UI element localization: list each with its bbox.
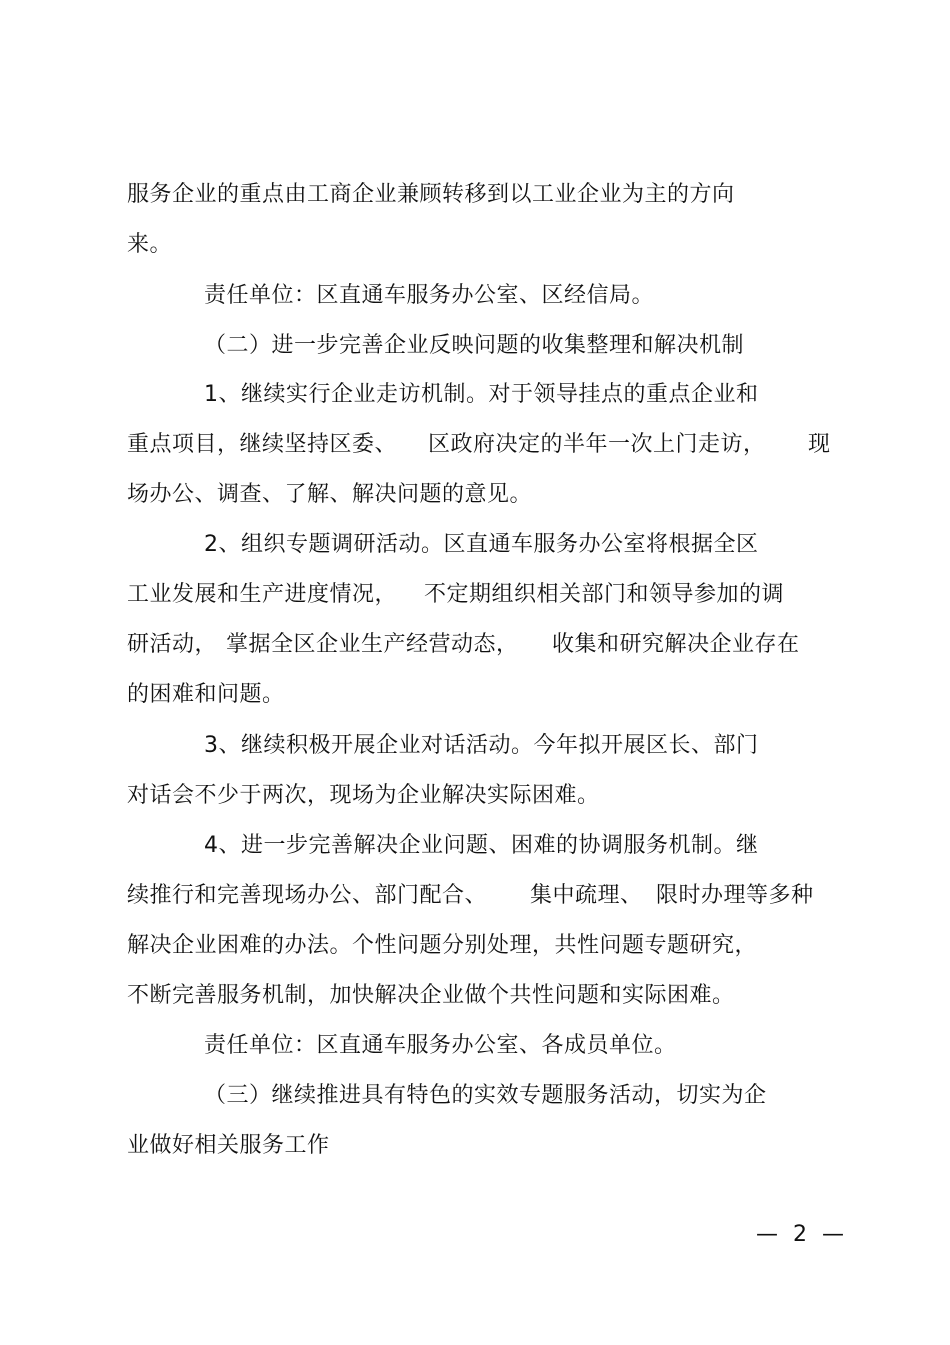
- paragraph-line: 1、继续实行企业走访机制。对于领导挂点的重点企业和: [204, 382, 759, 407]
- section-heading: （三）继续推进具有特色的实效专题服务活动，切实为企: [204, 1083, 767, 1108]
- page-number: — 2 —: [756, 1222, 848, 1247]
- paragraph-line: 区政府决定的半年一次上门走访，: [428, 432, 766, 457]
- section-heading: 业做好相关服务工作: [127, 1133, 330, 1158]
- paragraph-line: 不断完善服务机制，加快解决企业做个共性问题和实际困难。: [127, 983, 735, 1008]
- paragraph-line: 限时办理等多种: [656, 883, 814, 908]
- paragraph-line: 掌据全区企业生产经营动态，: [226, 632, 519, 657]
- paragraph-line: 来。: [127, 232, 173, 257]
- paragraph-line: 3、继续积极开展企业对话活动。今年拟开展区长、部门: [204, 733, 759, 758]
- paragraph-line: 2、组织专题调研活动。区直通车服务办公室将根据全区: [204, 532, 759, 557]
- paragraph-line: 服务企业的重点由工商企业兼顾转移到以工业企业为主的方向: [127, 182, 735, 207]
- paragraph-line: 对话会不少于两次，现场为企业解决实际困难。: [127, 783, 600, 808]
- paragraph-line: 集中疏理、: [530, 883, 643, 908]
- responsibility-line: 责任单位：区直通车服务办公室、区经信局。: [204, 283, 655, 308]
- paragraph-line: 续推行和完善现场办公、部门配合、: [127, 883, 488, 908]
- paragraph-line: 解决企业困难的办法。个性问题分别处理，共性问题专题研究，: [127, 933, 758, 958]
- paragraph-line: 的困难和问题。: [127, 682, 285, 707]
- paragraph-line: 现: [808, 432, 831, 457]
- section-heading: （二）进一步完善企业反映问题的收集整理和解决机制: [204, 333, 745, 358]
- paragraph-line: 收集和研究解决企业存在: [552, 632, 800, 657]
- paragraph-line: 4、进一步完善解决企业问题、困难的协调服务机制。继: [204, 833, 759, 858]
- paragraph-line: 重点项目，继续坚持区委、: [127, 432, 398, 457]
- paragraph-line: 研活动，: [127, 632, 218, 657]
- responsibility-line: 责任单位：区直通车服务办公室、各成员单位。: [204, 1033, 677, 1058]
- paragraph-line: 不定期组织相关部门和领导参加的调: [424, 582, 785, 607]
- paragraph-line: 工业发展和生产进度情况，: [127, 582, 398, 607]
- paragraph-line: 场办公、调查、了解、解决问题的意见。: [127, 482, 533, 507]
